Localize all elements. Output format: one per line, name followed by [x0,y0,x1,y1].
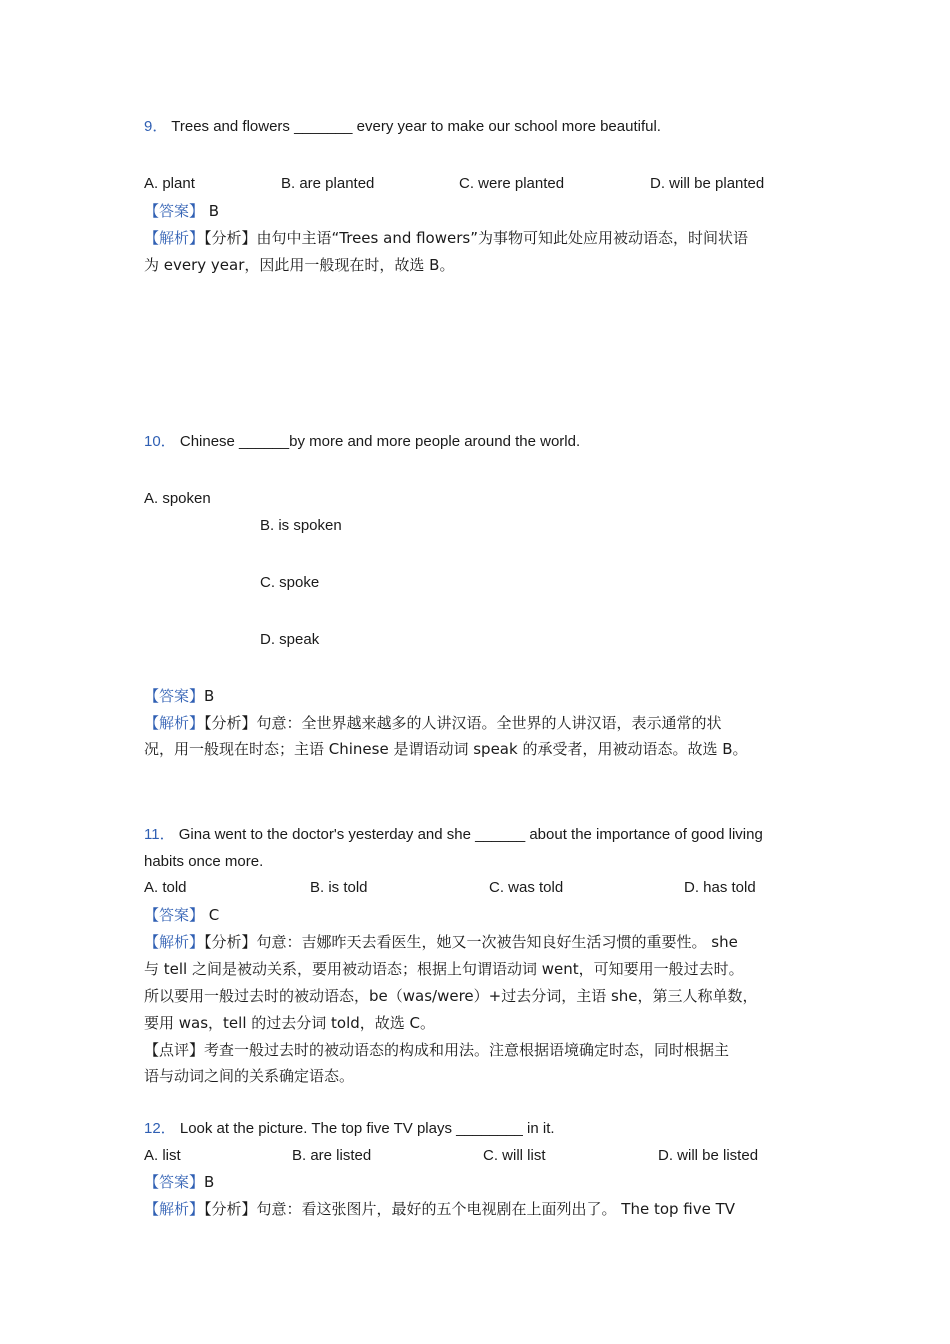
analysis-tag: 【解析】 [144,933,205,951]
analysis-text: 【分析】句意：吉娜昨天去看医生，她又一次被告知良好生活习惯的重要性。 she [204,933,738,951]
option-b: B. is spoken [260,517,342,534]
analysis-text: 【分析】句意：看这张图片，最好的五个电视剧在上面列出了。 The top five TV [204,1200,736,1218]
option-c: C. was told [489,879,564,896]
option-c: C. were planted [459,175,565,192]
answer [144,686,214,706]
question-10 [144,432,580,452]
option-d: D. will be planted [650,175,765,192]
option-a: A. list [144,1147,181,1164]
analysis-tag: 【解析】 [144,714,205,732]
answer [144,905,219,925]
analysis-line: 为 every year，因此用一般现在时，故选 B。 [144,256,455,274]
answer [144,1172,214,1192]
option-a: A. plant [144,175,195,192]
answer-tag: 【答案】 [144,1173,205,1191]
answer [144,201,219,221]
analysis-tag: 【解析】 [144,1200,205,1218]
question-text-cont: habits once more. [144,853,264,870]
question-number: 9． [144,118,168,135]
answer-tag: 【答案】 [144,687,205,705]
option-c: C. will list [483,1147,546,1164]
analysis-line: 与 tell 之间是被动关系，要用被动语态；根据上句谓语动词 went，可知要用一般过去时。 [144,960,744,978]
question-11 [144,825,763,845]
answer-value: B [204,1173,215,1191]
answer-tag: 【答案】 [144,202,205,220]
question-number: 11． [144,826,175,843]
analysis-line: 所以要用一般过去时的被动语态，be（was/were）+过去分词，主语 she，第三人称单数， [144,987,758,1005]
answer-tag: 【答案】 [144,906,205,924]
analysis-text: 【分析】句意：全世界越来越多的人讲汉语。全世界的人讲汉语，表示通常的状 [204,714,722,732]
analysis-line: 要用 was，tell 的过去分词 told，故选 C。 [144,1014,436,1032]
option-b: B. are planted [281,175,375,192]
option-d: D. has told [684,879,756,896]
option-a: A. told [144,879,187,896]
option-d: D. will be listed [658,1147,759,1164]
analysis-line [144,228,748,248]
analysis-line [144,1199,735,1219]
option-b: B. are listed [292,1147,372,1164]
analysis-line: 况，用一般现在时态；主语 Chinese 是谓语动词 speak 的承受者，用被动语态。故选 B。 [144,740,748,758]
answer-value: B [204,687,215,705]
question-number: 12． [144,1120,176,1137]
question-number: 10． [144,433,176,450]
question-9 [144,117,661,137]
comment-line: 【点评】考查一般过去时的被动语态的构成和用法。注意根据语境确定时态，同时根据主 [144,1041,730,1059]
question-12 [144,1119,555,1139]
option-a: A. spoken [144,490,211,507]
answer-value: B [208,202,220,220]
question-text: Gina went to the doctor's yesterday and she ______ about the importance of good living [178,826,763,843]
analysis-tag: 【解析】 [144,229,205,247]
question-text: Look at the picture. The top five TV plays ________ in it. [179,1120,555,1137]
question-text: Trees and flowers _______ every year to make our school more beautiful. [171,118,661,135]
question-text: Chinese ______by more and more people around the world. [179,433,581,450]
analysis-line [144,932,738,952]
option-c: C. spoke [260,574,320,591]
option-b: B. is told [310,879,368,896]
analysis-text: 【分析】由句中主语“Trees and flowers”为事物可知此处应用被动语态，时间状语 [204,229,748,247]
comment-line: 语与动词之间的关系确定语态。 [144,1067,355,1085]
analysis-line [144,713,722,733]
answer-value: C [208,906,220,924]
option-d: D. speak [260,631,320,648]
